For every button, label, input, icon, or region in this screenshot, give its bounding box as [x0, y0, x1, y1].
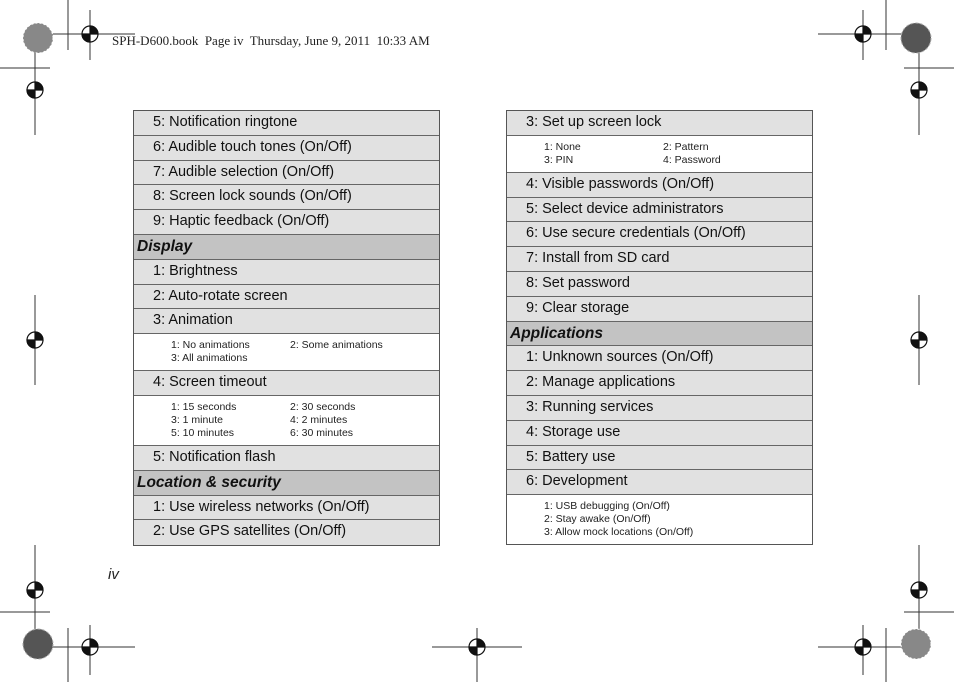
menu-item: 6: Audible touch tones (On/Off)	[134, 136, 439, 161]
menu-item: 3: Running services	[507, 396, 812, 421]
options-list	[134, 396, 439, 446]
section-heading: Applications	[507, 322, 812, 347]
menu-item: 8: Set password	[507, 272, 812, 297]
menu-item: 1: Unknown sources (On/Off)	[507, 346, 812, 371]
option-item: 2: Pattern	[663, 140, 709, 153]
menu-item: 2: Auto-rotate screen	[134, 285, 439, 310]
menu-item: 7: Audible selection (On/Off)	[134, 161, 439, 186]
option-item: 6: 30 minutes	[290, 426, 354, 439]
option-item: 4: 2 minutes	[290, 413, 348, 426]
option-item: 1: None	[544, 140, 581, 153]
option-item: 3: All animations	[171, 352, 248, 365]
menu-item: 8: Screen lock sounds (On/Off)	[134, 185, 439, 210]
menu-item: 6: Development	[507, 470, 812, 495]
menu-item: 5: Notification ringtone	[134, 111, 439, 136]
menu-item: 1: Use wireless networks (On/Off)	[134, 496, 439, 521]
option-item: 2: Stay awake (On/Off)	[544, 513, 651, 526]
menu-item: 2: Use GPS satellites (On/Off)	[134, 520, 439, 545]
options-list	[134, 334, 439, 371]
menu-item: 4: Screen timeout	[134, 371, 439, 396]
menu-item: 1: Brightness	[134, 260, 439, 285]
menu-item: 9: Clear storage	[507, 297, 812, 322]
settings-table-left	[133, 110, 440, 546]
option-item: 2: 30 seconds	[290, 400, 356, 413]
settings-table-right	[506, 110, 813, 545]
menu-item: 3: Animation	[134, 309, 439, 334]
menu-item: 4: Storage use	[507, 421, 812, 446]
menu-item: 5: Notification flash	[134, 446, 439, 471]
options-list	[507, 495, 812, 544]
options-list	[507, 136, 812, 173]
option-item: 4: Password	[663, 153, 721, 166]
menu-item: 3: Set up screen lock	[507, 111, 812, 136]
page-number: iv	[108, 566, 119, 583]
option-item: 3: 1 minute	[171, 413, 223, 426]
menu-item: 7: Install from SD card	[507, 247, 812, 272]
menu-item: 5: Select device administrators	[507, 198, 812, 223]
menu-item: 6: Use secure credentials (On/Off)	[507, 222, 812, 247]
section-heading: Location & security	[134, 471, 439, 496]
option-item: 2: Some animations	[290, 339, 383, 352]
option-item: 3: Allow mock locations (On/Off)	[544, 526, 694, 539]
print-header: SPH-D600.book Page iv Thursday, June 9, 2011 10:33 AM	[112, 33, 430, 48]
menu-item: 2: Manage applications	[507, 371, 812, 396]
option-item: 1: No animations	[171, 339, 250, 352]
menu-item: 4: Visible passwords (On/Off)	[507, 173, 812, 198]
option-item: 3: PIN	[544, 153, 574, 166]
option-item: 1: USB debugging (On/Off)	[544, 500, 670, 513]
menu-item: 5: Battery use	[507, 446, 812, 471]
option-item: 5: 10 minutes	[171, 426, 235, 439]
option-item: 1: 15 seconds	[171, 400, 237, 413]
menu-item: 9: Haptic feedback (On/Off)	[134, 210, 439, 235]
section-heading: Display	[134, 235, 439, 260]
